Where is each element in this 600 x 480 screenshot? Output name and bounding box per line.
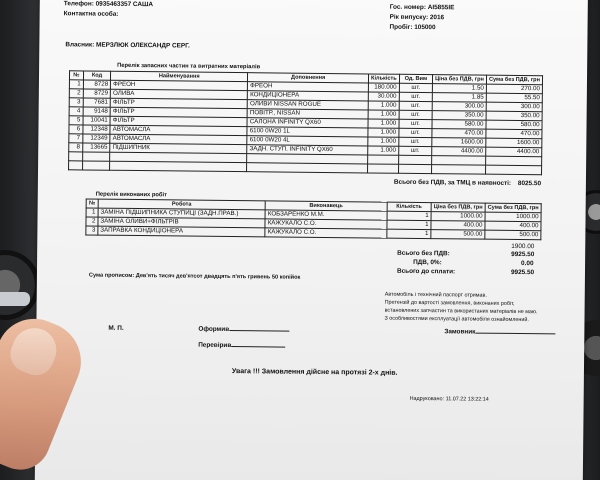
checked-by-label: Перевірив: [198, 342, 285, 350]
table-cell: КАЖУКАЛО С.О.: [265, 219, 386, 229]
table-cell: 13665: [82, 143, 110, 152]
table-cell: 8728: [83, 80, 111, 89]
table-cell: ЗАДН. СТУП. INFINITY QX60: [247, 145, 368, 155]
note-line: Автомобіль і технічний паспорт отримав.: [384, 291, 487, 299]
table-cell: 1600.00: [486, 138, 542, 148]
table-cell: 1.000: [368, 119, 399, 128]
materials-total-label: Всього без ПДВ, за ТМЦ в наявності:: [393, 178, 512, 187]
table-cell: 270.00: [486, 84, 542, 94]
total-pay-value: 9925.50: [510, 268, 535, 277]
table-cell: 4400.00: [432, 147, 486, 157]
column-header: Робота: [98, 199, 265, 210]
table-cell: 1000.00: [485, 212, 541, 222]
table-cell: 1: [386, 229, 431, 238]
vat-label: ПДВ, 0%:: [413, 258, 442, 267]
table-cell: 2: [69, 89, 83, 98]
works-table: [85, 198, 541, 240]
plate-line: Гос. номер: AI5855IE: [389, 3, 455, 12]
column-header: Сума без ПДВ, грн: [485, 203, 541, 213]
sum-in-words: Сума прописом: Дев'ять тисяч дев'ятсот двадцять п'ять гривень 50 копійок: [88, 272, 301, 281]
table-cell: КАЖУКАЛО С.О.: [265, 228, 386, 238]
customer-signature-label: Замовник: [444, 328, 555, 336]
vat-value: 0.00: [521, 260, 534, 268]
table-cell: 6100 0W20 1L: [247, 127, 368, 137]
table-cell: 1: [86, 208, 98, 217]
owner-line: Власник: МЕРЗЛЮК ОЛЕКСАНДР СЕРГ.: [65, 41, 190, 50]
year-line: Рік випуску: 2016: [389, 13, 445, 22]
column-header: №: [69, 71, 83, 80]
table-cell: 1000.00: [431, 212, 485, 222]
table-cell: 1.000: [368, 110, 399, 119]
phone-line: Телефон: 0935463357 САША: [63, 0, 154, 9]
table-cell: шт.: [399, 101, 432, 110]
note-line: встановлених запчастин та використаних матеріалів не маю.: [384, 307, 538, 316]
table-cell: 300.00: [432, 102, 486, 112]
table-cell: шт.: [399, 92, 432, 101]
column-header: Ціна без ПДВ, грн: [431, 203, 485, 213]
table-cell: ЗАПРАВКА КОНДИЦІОНЕРА: [98, 226, 265, 237]
table-cell: ОЛИВИ NISSAN ROGUE: [247, 100, 368, 110]
table-cell: ФРЕОН: [111, 80, 248, 90]
table-cell: 580.00: [432, 120, 486, 130]
table-cell: шт.: [399, 83, 432, 92]
table-cell: 2: [86, 217, 98, 226]
table-cell: 6: [69, 125, 83, 134]
table-cell: 4400.00: [486, 147, 542, 157]
issued-by-label: Оформив: [198, 326, 289, 334]
materials-table: [68, 70, 543, 175]
column-header: Кількість: [387, 202, 432, 211]
table-cell: 55.50: [486, 93, 542, 103]
note-line: З особливостями експлуатації автомобіля ознайомлений.: [384, 315, 529, 324]
column-header: №: [86, 199, 98, 208]
column-header: Виконавець: [265, 201, 386, 211]
table-cell: 8: [69, 143, 83, 152]
table-cell: 1.000: [368, 128, 399, 137]
table-cell: ФРЕОН: [248, 82, 369, 92]
table-cell: 1: [387, 211, 432, 220]
validity-warning: Увага !!! Замовлення дійсне на протязі 2-х днів.: [231, 368, 398, 377]
column-header: Сума без ПДВ, грн: [486, 75, 542, 85]
works-title: Перелік виконаних робіт: [95, 191, 168, 199]
table-cell: 1: [387, 220, 432, 229]
works-subtotal: 1900.00: [511, 242, 535, 251]
total-no-vat-value: 9925.50: [511, 250, 535, 259]
column-header: Ціна без ПДВ, грн: [433, 75, 487, 85]
table-cell: САЛОНА INFINITY QX60: [247, 118, 368, 128]
table-cell: 7681: [83, 98, 111, 107]
table-cell: 470.00: [432, 129, 486, 139]
table-cell: 3: [69, 98, 83, 107]
dashboard-button: [0, 292, 30, 306]
table-cell: 400.00: [431, 221, 485, 231]
printed-timestamp: 11.07.22 13:22:14: [445, 396, 489, 403]
mileage-line: Пробіг: 105000: [389, 23, 436, 32]
table-cell: шт.: [399, 128, 432, 137]
table-cell: ОЛИВА: [111, 89, 248, 99]
table-cell: 1.000: [368, 137, 399, 146]
table-cell: 580.00: [486, 120, 542, 130]
note-line: Претензій до вартості замовлення, виконаних робіт,: [384, 299, 515, 307]
table-cell: 3: [86, 226, 98, 235]
table-cell: АВТОМАСЛА: [110, 125, 247, 135]
table-cell: 1.000: [368, 101, 399, 110]
table-cell: ФІЛЬТР: [110, 98, 247, 108]
table-cell: 8729: [83, 89, 111, 98]
table-cell: ФІЛЬТР: [110, 116, 247, 126]
table-cell: ЗАМІНА ОЛИВИ+ФІЛЬТРІВ: [98, 217, 265, 228]
table-cell: 12349: [83, 134, 111, 143]
table-cell: 6100 0W20 4L: [247, 136, 368, 146]
contact-line: Контактна особа:: [63, 10, 119, 18]
table-cell: ФІЛЬТР: [110, 107, 247, 117]
table-cell: 9148: [83, 107, 111, 116]
column-header: Код: [83, 71, 111, 80]
table-cell: шт.: [398, 137, 431, 146]
materials-title: Перелік запасних частин та витратних матеріалів: [117, 62, 261, 71]
table-cell: шт.: [399, 110, 432, 119]
table-cell: 350.00: [486, 111, 542, 121]
table-cell: 30.000: [368, 92, 399, 101]
table-cell: 7: [69, 134, 83, 143]
table-cell: АВТОМАСЛА: [110, 134, 247, 144]
total-no-vat-label: Всього без ПДВ:: [397, 249, 450, 258]
table-cell: ПІДШИПНИК: [110, 143, 247, 153]
table-cell: 300.00: [486, 102, 542, 112]
table-cell: 350.00: [432, 111, 486, 121]
table-cell: шт.: [398, 146, 431, 155]
table-cell: 1.50: [432, 84, 486, 94]
total-pay-label: Всього до сплати:: [396, 267, 456, 276]
table-cell: 1.85: [432, 93, 486, 103]
column-header: Од. Вим: [399, 74, 432, 83]
table-cell: 4: [69, 107, 83, 116]
table-cell: 500.00: [485, 230, 541, 240]
table-cell: 500.00: [431, 230, 485, 240]
materials-total-value: 8025.50: [517, 180, 542, 188]
stamp-place: М. П.: [108, 324, 124, 332]
table-cell: 400.00: [485, 221, 541, 231]
table-cell: ПОВІТР., NISSAN: [247, 109, 368, 119]
table-cell: КОНДИЦІОНЕРА: [248, 91, 369, 101]
column-header: Доповнення: [248, 73, 369, 83]
column-header: Найменування: [111, 71, 248, 81]
table-cell: 470.00: [486, 129, 542, 139]
table-cell: 1: [69, 80, 83, 89]
table-cell: 10041: [83, 116, 111, 125]
column-header: Кількість: [369, 74, 400, 83]
table-cell: 180.000: [368, 83, 399, 92]
table-cell: 12348: [83, 125, 111, 134]
table-cell: шт.: [399, 119, 432, 128]
table-cell: 1600.00: [432, 138, 486, 148]
table-cell: 1.000: [368, 146, 399, 155]
printed-label: Надруковано:: [409, 395, 445, 403]
table-cell: КОБЗАРЕНКО М.М.: [265, 210, 386, 220]
table-cell: 5: [69, 116, 83, 125]
invoice-paper: [35, 0, 588, 480]
table-cell: ЗАМІНА ПІДШИПНИКА СТУПИЦІ (ЗАДН.ПРАВ.): [98, 208, 265, 219]
